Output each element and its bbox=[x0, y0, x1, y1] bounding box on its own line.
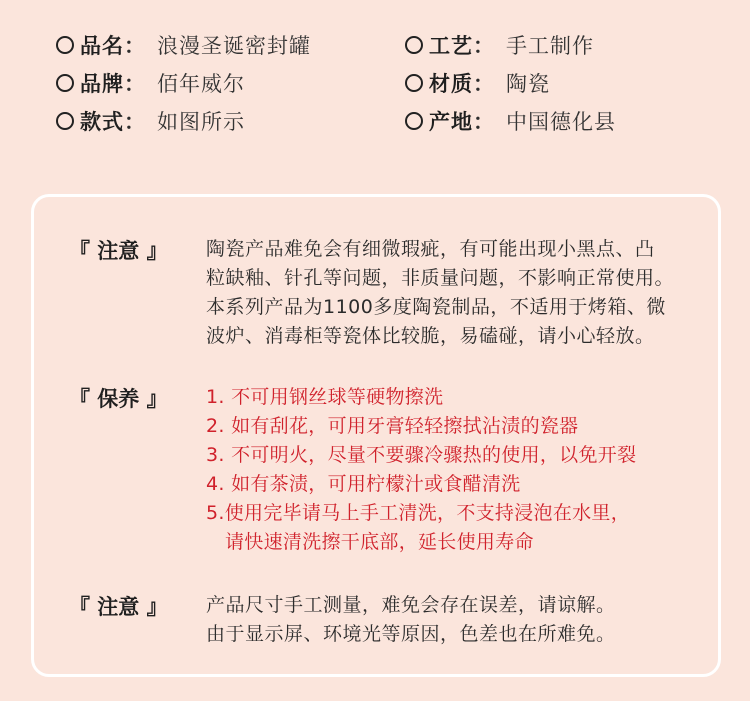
circle-bullet-icon bbox=[405, 112, 423, 130]
section-body bbox=[206, 591, 706, 649]
care-item: 5.使用完毕请马上手工清洗，不支持浸泡在水里， bbox=[206, 502, 631, 524]
care-section bbox=[69, 383, 709, 563]
spec-colon: ： bbox=[124, 72, 145, 96]
spec-value: 浪漫圣诞密封罐 bbox=[157, 34, 311, 58]
care-item: 请快速清洗擦干底部，延长使用寿命 bbox=[225, 531, 534, 553]
spec-value: 佰年威尔 bbox=[157, 72, 245, 96]
section-body bbox=[206, 235, 706, 351]
care-item: 4. 如有茶渍，可用柠檬汁或食醋清洗 bbox=[206, 473, 521, 495]
circle-bullet-icon bbox=[405, 74, 423, 92]
spec-colon: ： bbox=[473, 34, 494, 58]
notice-line: 由于显示屏、环境光等原因，色差也在所难免。 bbox=[206, 623, 616, 645]
spec-origin bbox=[405, 104, 616, 138]
spec-value: 如图所示 bbox=[157, 110, 245, 134]
notes-card bbox=[31, 194, 721, 677]
care-item: 2. 如有刮花，可用牙膏轻轻擦拭沾渍的瓷器 bbox=[206, 415, 579, 437]
notice-line: 波炉、消毒柜等瓷体比较脆，易磕碰，请小心轻放。 bbox=[206, 325, 655, 347]
notice-line: 本系列产品为1100多度陶瓷制品，不适用于烤箱、微 bbox=[206, 296, 666, 318]
spec-material bbox=[405, 66, 550, 100]
circle-bullet-icon bbox=[56, 112, 74, 130]
spec-label: 款式 bbox=[80, 110, 124, 134]
spec-label: 产地 bbox=[429, 110, 473, 134]
circle-bullet-icon bbox=[405, 36, 423, 54]
spec-colon: ： bbox=[124, 34, 145, 58]
notice-line: 粒缺釉、针孔等问题，非质量问题，不影响正常使用。 bbox=[206, 267, 675, 289]
notice-section-quality bbox=[69, 235, 709, 355]
circle-bullet-icon bbox=[56, 36, 74, 54]
spec-label: 品名 bbox=[80, 34, 124, 58]
care-item: 1. 不可用钢丝球等硬物擦洗 bbox=[206, 386, 444, 408]
spec-value: 陶瓷 bbox=[506, 72, 550, 96]
notice-section-size bbox=[69, 591, 709, 651]
spec-colon: ： bbox=[473, 110, 494, 134]
spec-style bbox=[56, 104, 245, 138]
section-title: 『 注意 』 bbox=[69, 239, 168, 263]
spec-colon: ： bbox=[473, 72, 494, 96]
circle-bullet-icon bbox=[56, 74, 74, 92]
spec-brand bbox=[56, 66, 245, 100]
spec-name bbox=[56, 28, 311, 62]
section-title: 『 注意 』 bbox=[69, 595, 168, 619]
notice-line: 产品尺寸手工测量，难免会存在误差，请谅解。 bbox=[206, 594, 616, 616]
notice-line: 陶瓷产品难免会有细微瑕疵，有可能出现小黑点、凸 bbox=[206, 238, 655, 260]
spec-value: 中国德化县 bbox=[506, 110, 616, 134]
section-title: 『 保养 』 bbox=[69, 387, 168, 411]
care-list bbox=[206, 383, 706, 557]
spec-label: 工艺 bbox=[429, 34, 473, 58]
spec-value: 手工制作 bbox=[506, 34, 594, 58]
care-item: 3. 不可明火，尽量不要骤冷骤热的使用，以免开裂 bbox=[206, 444, 637, 466]
spec-label: 品牌 bbox=[80, 72, 124, 96]
spec-colon: ： bbox=[124, 110, 145, 134]
spec-label: 材质 bbox=[429, 72, 473, 96]
spec-craft bbox=[405, 28, 594, 62]
product-specs bbox=[56, 28, 716, 148]
